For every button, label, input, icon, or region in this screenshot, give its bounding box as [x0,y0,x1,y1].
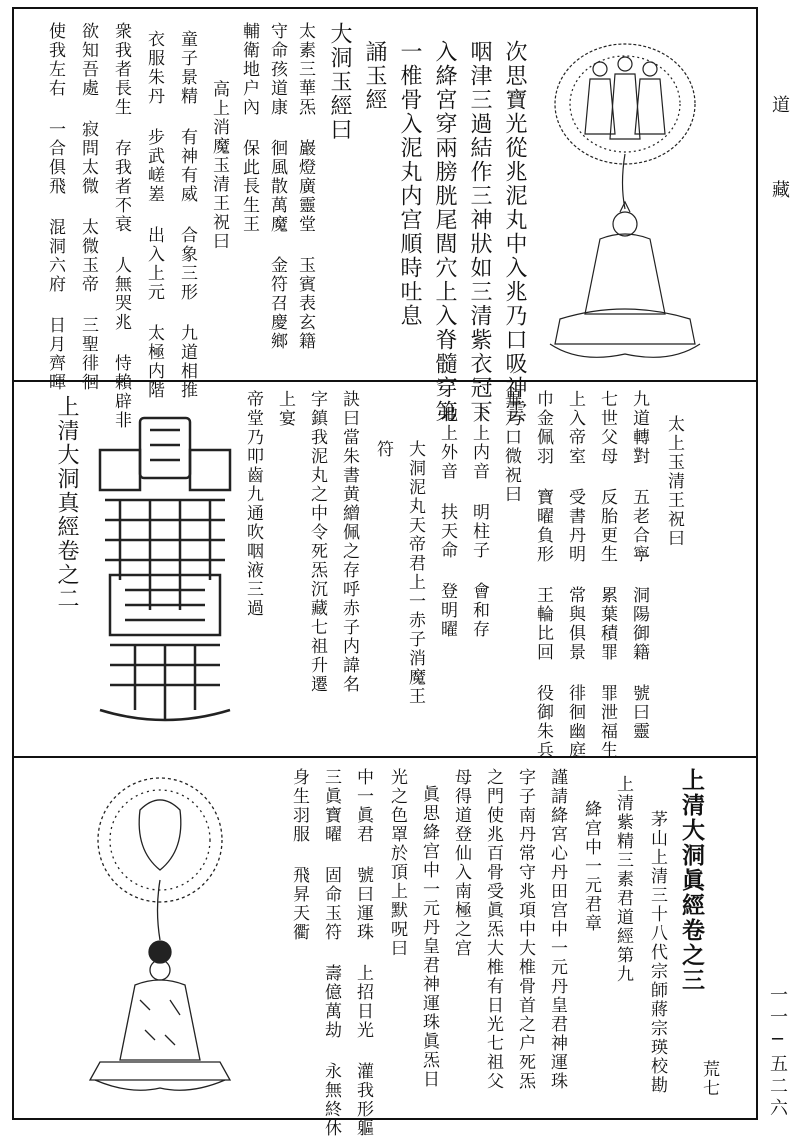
text-column: 之門使兆百骨受眞炁大椎有日光七祖父 [483,768,503,1091]
text-column: 光之色罩於頂上默呪曰 [387,768,407,958]
text-column: 帝堂乃叩齒九通吹咽液三過 [243,390,263,618]
text-column: 訣曰當朱書黄繒佩之存呼赤子内諱名 [339,390,359,694]
text-column: 三眞寶曜 固命玉符 壽億萬劫 永無終休 [321,768,341,1138]
text-column: 入絳宮穿兩膀胱尾閭穴上入脊髓穿第 [432,40,457,424]
text-column: 太素三華炁 巖燈廣靈堂 玉賓表玄籍 [295,22,315,351]
text-column: 高上消魔玉清王祝曰 [209,80,229,251]
text-column: 使我左右 一合俱飛 混洞六府 日月齊暉 [45,22,65,392]
section-title: 絳宫中一元君章 [581,800,601,933]
text-column: 上入帝室 受書丹明 常與俱景 徘徊幽庭 [565,390,585,760]
text-column: 母得道登仙入南極之宫 [451,768,471,958]
seated-deity-illustration [540,24,710,374]
text-column: 天上内音 明柱子 會和存 [469,405,489,639]
volume-end-title: 上清大洞真經卷之二 [54,395,79,611]
text-column: 次思寶光從兆泥丸中入兆乃口吸神雲 [502,40,527,424]
talisman-seal-glyph [90,410,240,730]
text-column: 輔衛地户內 保此長生王 [239,22,259,234]
text-column: 身生羽服 飛昇天衢 [289,768,309,942]
margin-label-top: 道 [769,95,790,117]
text-column: 欲知吾處 寂問太微 太微玉帝 三聖徘徊 [78,22,98,392]
text-column: 字子南丹常守兆項中大椎骨首之户死炁 [515,768,535,1091]
text-column: 七世父母 反胎更生 累葉積罪 罪泄福生 [597,390,617,760]
text-column: 眞思絳宫中一元丹皇君神運珠眞炁日 [419,785,439,1089]
text-column: 九道轉對 五老合寧 洞陽御籍 號曰靈 [629,390,649,741]
text-column: 大洞泥丸天帝君上一赤子消魔王 [405,440,425,706]
text-column: 符 [373,440,393,459]
panel-divider-2 [14,756,756,758]
text-column: 上宴 [275,390,295,428]
volume-title: 上清大洞眞經卷之三 [678,768,705,993]
text-column: 衆我者長生 存我者不衰 人無哭兆 恃賴辟非 [111,22,131,430]
text-column: 一椎骨入泥丸内宫順時吐息 [397,40,422,328]
text-column: 字鎮我泥丸之中令死炁沉藏七祖升遷 [307,390,327,694]
haloed-deity-illustration [60,770,260,1110]
text-column: 咽津三過結作三神狀如三清紫衣冠下 [467,40,492,424]
chapter-title: 上清紫精三素君道經第九 [613,775,633,984]
text-column: 誦玉經 [362,40,387,112]
margin-label-zang: 藏 [769,180,790,202]
folio-mark: 荒七 [699,1060,719,1098]
text-column: 中一眞君 號曰運珠 上招日光 灌我形軀 [353,768,373,1138]
text-column: 地上外音 扶天命 登明曜 [437,405,457,639]
text-column: 衣服朱丹 步武嵯嵳 出入上元 太極内階 [144,30,164,400]
text-column: 謹請絳宮心丹田宫中一元丹皇君神運珠 [547,768,567,1091]
text-column: 童子景精 有神有威 合象三形 九道相推 [177,30,197,400]
page-number: 一一─五二六 [767,985,788,1120]
editor-credit: 茅山上清三十八代宗師蔣宗瑛校勘 [647,810,667,1095]
text-column: 畢乃口微祝曰 [501,390,521,504]
text-column: 大洞玉經曰 [327,22,352,142]
text-column: 太上玉清王祝曰 [664,415,684,548]
text-column: 守命孩道康 徊風散萬魔 金符召慶鄉 [267,22,287,351]
text-column: 巾金佩羽 寶曜負形 王輪比回 役御朱兵 [533,390,553,760]
